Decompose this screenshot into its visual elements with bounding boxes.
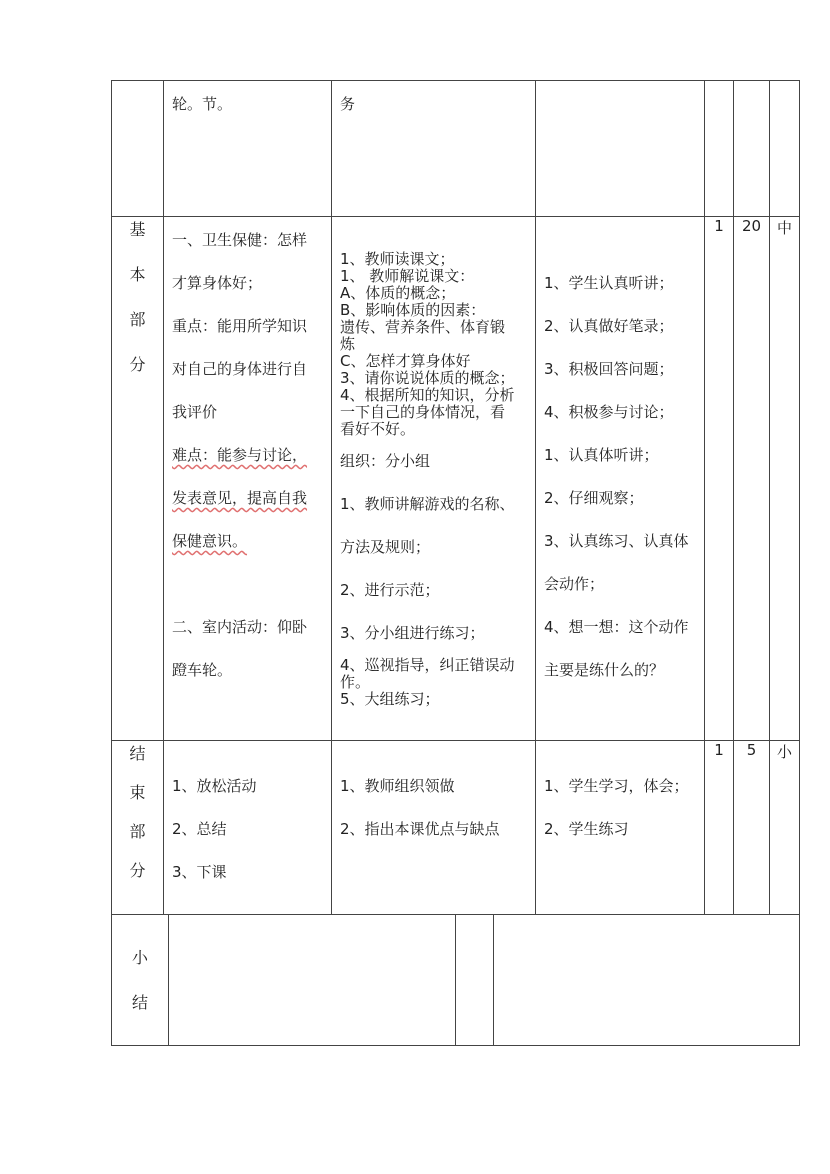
duration-cell [734,81,770,217]
teacher-text: 务 [340,95,356,113]
basic-duration: 20 [734,217,770,741]
end-intensity: 小 [770,741,800,915]
summary-label: 小 结 [112,914,169,1045]
end-times: 1 [705,741,734,915]
teacher-cell [332,81,536,217]
basic-section-row [112,217,800,741]
section-label-cell [112,81,164,217]
end-teacher-cell: 1、教师组织领做 2、指出本课优点与缺点 [332,741,536,915]
basic-times: 1 [705,217,734,741]
end-section-label: 结 束 部 分 [112,741,164,915]
end-duration: 5 [734,741,770,915]
basic-section-label: 基 本 部 分 [112,217,164,741]
end-student-cell: 1、学生学习，体会； 2、学生练习 [536,741,705,915]
basic-content-cell: 一、卫生保健：怎样 才算身体好； 重点：能用所学知识 对自己的身体进行自 我评价 难点：能参与讨论， 发表意见，提高自我 保健意识。 二、室内活动：仰卧 蹬车轮。 [164,217,332,741]
intensity-cell [770,81,800,217]
end-section-row [112,741,800,915]
basic-student-cell: 1、学生认真听讲； 2、认真做好笔录； 3、积极回答问题； 4、积极参与讨论； 1、认真体听讲； 2、仔细观察； 3、认真练习、认真体 会动作； 4、想一想：这个动作 主要是练什么的？ [536,217,705,741]
summary-right-cell [494,914,800,1045]
lesson-plan-table [111,80,800,915]
summary-row [112,914,800,1045]
times-cell [705,81,734,217]
basic-intensity: 中 [770,217,800,741]
summary-table [111,914,800,1046]
end-content-cell: 1、放松活动 2、总结 3、下课 [164,741,332,915]
summary-middle-cell [456,914,494,1045]
summary-content-cell [169,914,456,1045]
content-cell [164,81,332,217]
continuation-row [112,81,800,217]
content-text: 轮。节。 [172,95,233,113]
student-cell [536,81,705,217]
basic-teacher-cell: 1、教师读课文； 1、 教师解说课文： A、体质的概念； B、影响体质的因素： 遗传、营养条件、体育锻 炼 C、怎样才算身体好 3、请你说说体质的概念； 4、根据所知的知识，分析 一下自己的身体情况，看 看好不好。 组织：分小组 1、教师讲解游戏的名称、 方法及规则； 2、进行示范； 3、分小组进行练习； 4、巡视指导，纠正错误动 作。 5、大组练习； [332,217,536,741]
